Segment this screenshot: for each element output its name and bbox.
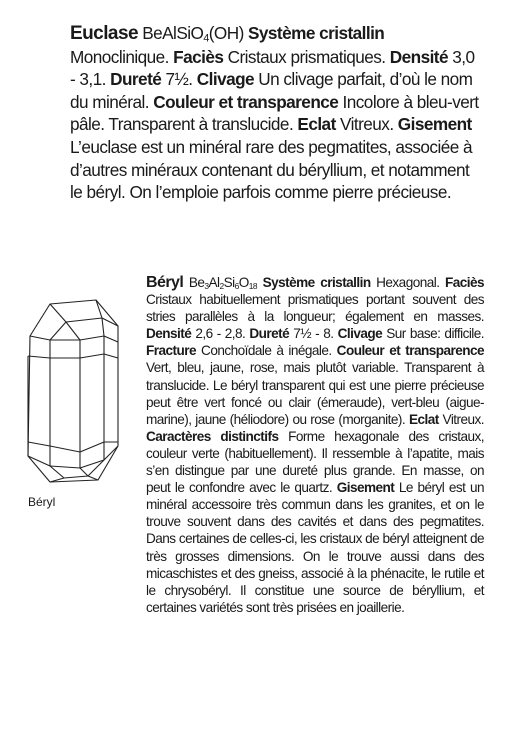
euclase-formula: BeAlSiO$_4$(OH) [142, 23, 244, 45]
euclase-gisement: L’euclase est un minéral rare des pegmatites, associée à d’autres minéraux contenant du béryllium, et notamment le béryl. On l’emploie parfois comme pierre précieuse. [70, 136, 472, 203]
euclase-systeme-label: Système cristallin [247, 23, 385, 43]
beryl-gisement-label: Gisement [336, 480, 395, 496]
beryl-couleur-label: Couleur et transparence [336, 343, 485, 359]
beryl-caracteres: Forme hexagonale des cristaux, couleur verte (habituellement). Il ressemble à l’apatite, mais s’en distingue par une dureté plus grande. En masse, on peut le confondre avec le quartz. [146, 428, 484, 496]
euclase-gisement-label: Gisement [397, 114, 472, 135]
beryl-systeme-label: Système cristallin [262, 275, 371, 290]
beryl-fracture-label: Fracture [146, 343, 196, 359]
beryl-fracture: Conchoïdale à inégale. [201, 343, 332, 359]
euclase-facies-label: Faciès [173, 46, 224, 67]
euclase-eclat-label: Eclat [297, 114, 336, 135]
euclase-name: Euclase [70, 23, 138, 44]
euclase-clivage-label: Clivage [196, 69, 255, 90]
euclase-eclat: Vitreux. [339, 114, 394, 135]
beryl-durete: 7½ - 8. [293, 326, 334, 342]
beryl-eclat-label: Eclat [408, 411, 439, 427]
beryl-couleur: Vert, bleu, jaune, rose, mais plutôt variable. Transparent à translucide. Le béryl transparent qui est une pierre précieuse peut être vert foncé ou clair (émeraude), vert-bleu (aigue-marine), jaune (héliodore) ou rose (morganite). [146, 360, 484, 427]
euclase-durete-label: Dureté [110, 69, 162, 90]
beryl-crystal-illustration [20, 296, 128, 484]
beryl-eclat: Vitreux. [442, 411, 484, 427]
beryl-gisement: Le béryl est un minéral accessoire très commun dans les granites, et on le trouve souvent dans des cavités et dans des pegmatites. Dans certaines de celles-ci, les cristaux de béryl atteignent de très grosses dimensions. On le trouve aussi dans des micaschistes et des gneiss, associé à la phénacite, le rutile et le chrysobéryl. Il constitue une source de béryllium, et certaines variétés sont très prisées en joaillerie. [146, 480, 484, 615]
beryl-entry [146, 274, 484, 616]
beryl-formula: $Be_3Al_2Si_6O_{18}$ [188, 275, 258, 292]
beryl-facies: Cristaux habituellement prismatiques portant souvent des stries parallèles à la longueur; également en masses. [146, 292, 484, 325]
beryl-clivage-label: Clivage [337, 326, 383, 342]
euclase-couleur: Incolore à bleu-vert pâle. Transparent à translucide. [70, 91, 479, 135]
beryl-name: Béryl [146, 274, 184, 291]
beryl-systeme: Hexagonal. [376, 275, 440, 290]
beryl-durete-label: Dureté [249, 326, 290, 342]
euclase-durete: 7½. [165, 69, 193, 90]
euclase-densite: 3,0 - 3,1. [70, 46, 475, 90]
euclase-entry [70, 22, 480, 204]
beryl-densite: 2,6 - 2,8. [195, 326, 246, 342]
euclase-couleur-label: Couleur et transparence [153, 91, 339, 112]
euclase-facies: Cristaux prismatiques. [227, 46, 386, 67]
beryl-clivage: Sur base: difficile. [386, 326, 485, 342]
euclase-clivage: Un clivage parfait, d’où le nom du minéral. [70, 69, 473, 112]
euclase-densite-label: Densité [389, 46, 448, 67]
beryl-caracteres-label: Caractères distinctifs [146, 428, 279, 444]
beryl-facies-label: Faciès [444, 275, 484, 290]
figure-caption: Béryl [28, 495, 56, 509]
beryl-densite-label: Densité [146, 326, 192, 342]
euclase-systeme: Monoclinique. [70, 46, 169, 67]
